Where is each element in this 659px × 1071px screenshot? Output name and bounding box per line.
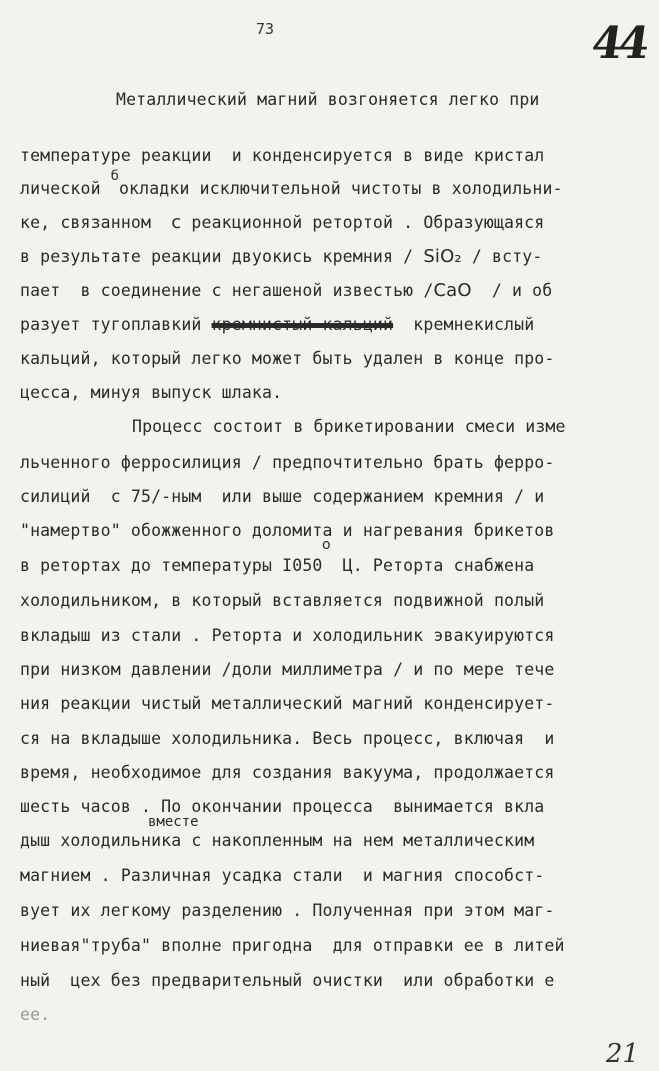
inserted-word-vmeste: вместе [148, 814, 199, 830]
text-line-26: ный цех без предварительный очистки или обработки е [20, 971, 555, 990]
text-line-20: время, необходимое для создания вакуума, продолжается [20, 763, 555, 782]
text-line-8: кальций, который легко может быть удален в конце про- [20, 349, 555, 368]
text-line-11: льченного ферросилиция / предпочтительно брать ферро- [20, 453, 555, 472]
text-line-5 [20, 246, 542, 268]
text-line-24: вует их легкому разделению . Полученная при этом маг- [20, 901, 555, 920]
handwritten-page-number: 44 [588, 18, 649, 69]
handwritten-formula-sio2: SiO₂ [423, 246, 462, 267]
text-fragment: / всту- [461, 247, 543, 266]
text-fragment: / и об [471, 281, 553, 300]
text-line-22: дыш холодильника с накопленным на нем металлическим [20, 831, 535, 850]
text-fragment: лической [20, 179, 111, 198]
text-fragment: кремнекислый [393, 315, 535, 334]
text-fragment: ке, связанном [20, 213, 172, 232]
text-line-2: температуре реакции и конденсируется в виде кристал [20, 146, 545, 165]
text-line-7 [20, 314, 534, 336]
text-line-13: "намертво" обожженного доломита и нагревания брикетов [20, 521, 555, 540]
text-line-10: Процесс состоит в брикетировании смеси изме [132, 417, 566, 436]
handwritten-correction: с [171, 212, 182, 233]
handwritten-footer-number: 21 [605, 1039, 639, 1069]
page-number: 73 [256, 20, 275, 38]
text-line-21: шесть часов . По окончании процесса вынимается вкла [20, 797, 545, 816]
text-line-17: при низком давлении /доли миллиметра / и по мере тече [20, 660, 555, 679]
text-fragment: окладки исключительной чистоты в холодильни- [118, 179, 563, 198]
text-line-12: силиций с 75/-ным или выше содержанием кремния / и [20, 487, 545, 506]
text-fragment: в результате реакции двуокись кремния / [20, 247, 424, 266]
text-line-9: цесса, минуя выпуск шлака. [20, 383, 283, 402]
text-line-18: ния реакции чистый металлический магний конденсирует- [20, 694, 555, 713]
text-line-27: ее. [20, 1005, 51, 1024]
text-line-25: ниевая"труба" вполне пригодна для отправки ее в литей [20, 936, 565, 955]
text-fragment: разует тугоплавкий [20, 315, 212, 334]
text-fragment: пает в соединение с негашеной известью / [20, 281, 434, 300]
text-line-14: в ретортах до температуры I050 Ц. Реторта снабжена [20, 556, 535, 575]
text-line-19: ся на вкладыше холодильника. Весь процесс, включая и [20, 729, 555, 748]
degree-mark: о [322, 537, 331, 553]
struck-through-text: кремнистый кальций [211, 315, 394, 334]
text-line-6 [20, 280, 552, 302]
text-line-4 [20, 212, 544, 234]
text-fragment: реакционной ретортой . Образующаяся [181, 213, 545, 232]
text-line-1: Металлический магний возгоняется легко при [116, 90, 540, 109]
handwritten-formula-cao: CaO [433, 280, 472, 301]
text-line-23: магнием . Различная усадка стали и магния способст- [20, 866, 545, 885]
text-line-3 [20, 169, 563, 202]
text-line-16: вкладыш из стали . Реторта и холодильник эвакуируются [20, 626, 555, 645]
handwritten-correction: б [110, 169, 119, 184]
text-line-15: холодильником, в который вставляется подвижной полый [20, 591, 545, 610]
